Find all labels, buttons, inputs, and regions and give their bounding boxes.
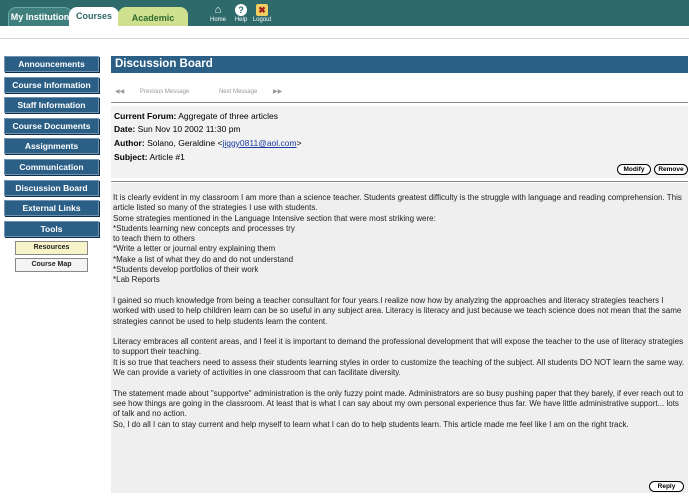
text-line: It is so true that teachers need to assess their students learning styles in order to customize the teaching of the subject. All students DO NOT learn the same way. We can provide a variety of activities in one classroom that can facilitate diversity. [113, 357, 685, 378]
text-line: Some strategies mentioned in the Language Intensive section that were most striking were: [113, 213, 436, 223]
next-message-label: Next Message [218, 89, 258, 95]
paragraph [113, 193, 686, 286]
previous-message-link[interactable] [115, 89, 203, 95]
nav-external-links[interactable]: External Links [4, 200, 99, 216]
text-line: So, I do all I can to stay current and help myself to learn what I can do to help students learn. This article made me feel like I am on the right track. [113, 419, 629, 429]
header-spacer [0, 26, 689, 39]
logout-label: Logout [252, 17, 272, 23]
tab-my-institution[interactable]: My Institution [8, 7, 72, 26]
date-value: Sun Nov 10 2002 11:30 pm [137, 124, 241, 134]
subject-value: Article #1 [149, 152, 185, 162]
text-line: *Make a list of what they do and do not understand [113, 254, 294, 264]
subject-label: Subject: [114, 152, 148, 162]
paragraph [113, 296, 686, 327]
author-label: Author: [114, 138, 145, 148]
logout-button[interactable] [251, 4, 273, 23]
nav-course-documents[interactable]: Course Documents [4, 118, 99, 134]
help-label: Help [234, 17, 248, 23]
text-line: *Lab Reports [113, 275, 160, 285]
text-line: *Students learning new concepts and processes try [113, 223, 295, 233]
author-name: Solano, Geraldine < [147, 138, 223, 148]
logout-icon: ✖ [256, 4, 268, 16]
tab-courses[interactable]: Courses [69, 7, 119, 26]
previous-message-label: Previous Message [139, 89, 190, 95]
home-button[interactable] [207, 4, 229, 23]
top-navigation-bar [0, 0, 689, 26]
text-line: It is clearly evident in my classroom I am more than a science teacher. Students greatest difficulty is the struggle with language and reading comprehension. This article listed so many of the strategies I use with students. [113, 193, 682, 213]
nav-course-information[interactable]: Course Information [4, 77, 99, 93]
tab-academic-web-resources[interactable] [118, 7, 188, 26]
nav-tools[interactable]: Tools [4, 221, 99, 237]
divider [111, 181, 688, 182]
author-line [114, 138, 302, 148]
author-email-link[interactable]: jiggy0811@aol.com [222, 138, 297, 148]
text-line: Literacy embraces all content areas, and I feel it is important to demand the professional development that will expose the teacher to the use of literacy strategies to support their teaching. [113, 337, 684, 357]
forum-label: Current Forum: [114, 111, 177, 121]
fast-forward-icon: ▶▶ [272, 89, 283, 95]
modify-button[interactable]: Modify [617, 164, 651, 175]
date-label: Date: [114, 124, 136, 134]
course-menu [4, 56, 99, 275]
nav-assignments[interactable]: Assignments [4, 138, 99, 154]
text-line: *Students develop portfolios of their work [113, 265, 259, 275]
text-line: *Write a letter or journal entry explaining them [113, 244, 276, 254]
paragraph [113, 389, 686, 430]
message-text [113, 193, 686, 440]
nav-communication[interactable]: Communication [4, 159, 99, 175]
help-button[interactable] [230, 4, 252, 23]
reply-button[interactable]: Reply [649, 481, 684, 492]
nav-course-map[interactable]: Course Map [15, 258, 88, 272]
text-line: The statement made about "supportve" administration is the only fuzzy point made. Administrators are so busy pushing paper that they barely, if ever reach out to see how things are going in the classroom. At least that is what I can say about my own personal experience thus far. We have little administrative support... lots of talk and no action. [113, 388, 684, 419]
rewind-icon: ◀◀ [115, 89, 125, 95]
forum-value: Aggregate of three articles [178, 111, 278, 121]
text-line: to teach them to others [113, 234, 195, 244]
home-label: Home [209, 17, 226, 23]
message-body [111, 183, 688, 493]
home-icon: ⌂ [214, 4, 222, 16]
message-navigation [115, 88, 310, 95]
paragraph [113, 337, 686, 378]
nav-announcements[interactable]: Announcements [4, 56, 99, 72]
nav-staff-information[interactable]: Staff Information [4, 97, 99, 113]
forum-line [114, 111, 278, 121]
text-line: I gained so much knowledge from being a teacher consultant for four years.I realize now how by analyzing the approaches and literacy strategies teachers I worked with used to help children learn can be so useful in any subject area. Literacy is literacy and just because we teach science does not mean that the same strategies cannot be used to help students learn the content. [113, 295, 682, 326]
page-title: Discussion Board [111, 56, 688, 73]
tab-academic-line1: Academic [131, 13, 175, 23]
subject-line [114, 152, 185, 162]
message-header [111, 106, 688, 178]
remove-button[interactable]: Remove [654, 164, 688, 175]
author-close: > [296, 138, 302, 148]
help-icon: ? [235, 4, 247, 16]
next-message-link[interactable] [219, 89, 296, 95]
date-line [114, 124, 241, 134]
nav-resources[interactable]: Resources [15, 241, 88, 255]
nav-discussion-board[interactable]: Discussion Board [4, 180, 99, 196]
divider [111, 102, 688, 103]
